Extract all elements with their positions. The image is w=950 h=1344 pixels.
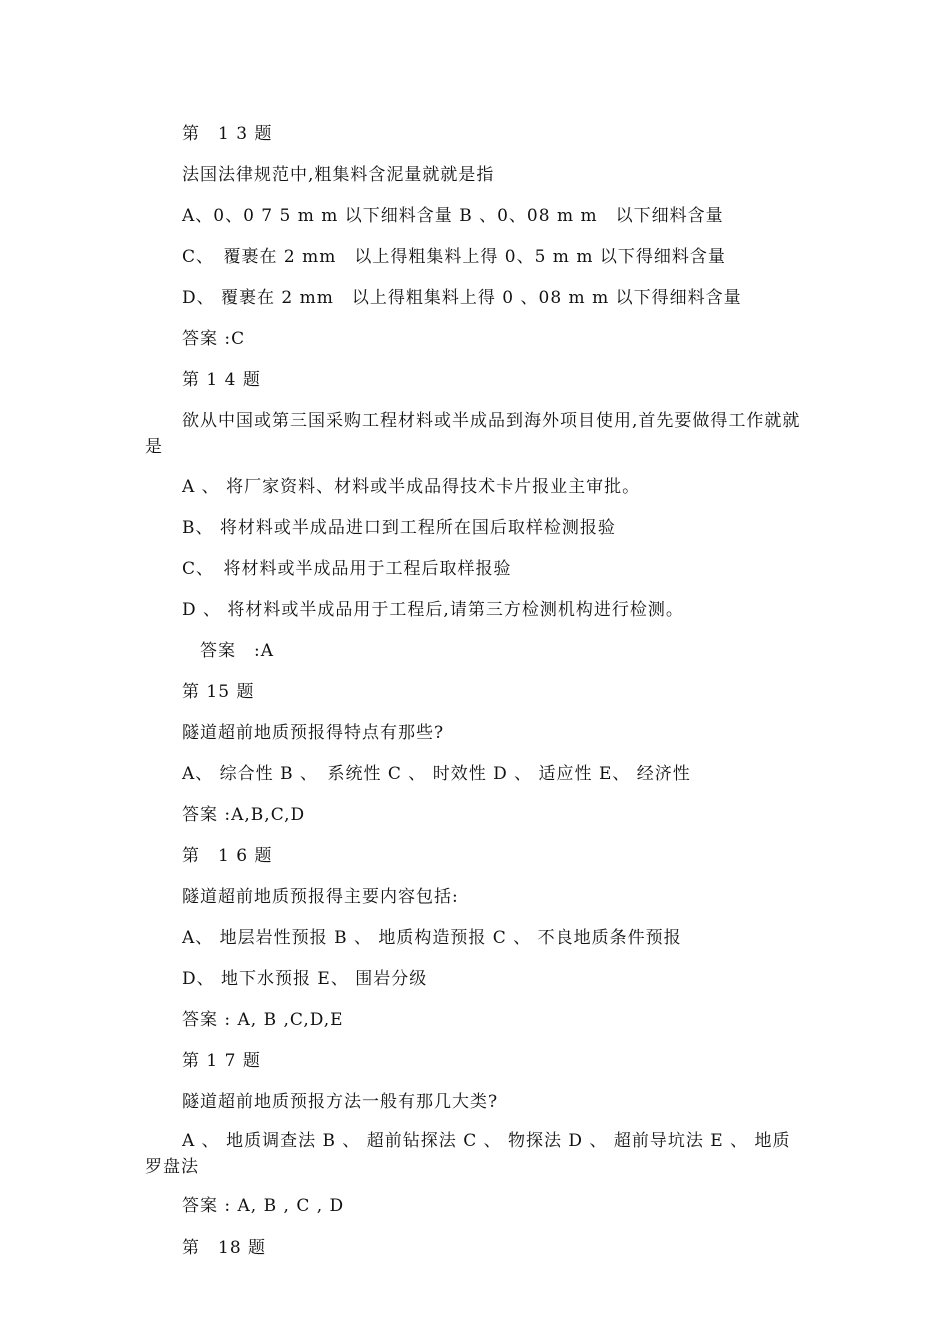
question-16-text: 隧道超前地质预报得主要内容包括: <box>182 887 459 907</box>
question-17-number: 第 1 7 题 <box>182 1051 261 1071</box>
question-16-number: 第 1 6 题 <box>182 846 273 866</box>
question-16-options-de: D、 地下水预报 E、 围岩分级 <box>182 969 428 989</box>
question-17-answer: 答案 : A, B , C , D <box>182 1196 345 1216</box>
question-16-options-abc: A、 地层岩性预报 B 、 地质构造预报 C 、 不良地质条件预报 <box>182 928 682 948</box>
question-13-text: 法国法律规范中,粗集料含泥量就就是指 <box>182 165 495 185</box>
question-14-option-a: A 、 将厂家资料、材料或半成品得技术卡片报业主审批。 <box>182 477 641 497</box>
question-14-option-b: B、 将材料或半成品进口到工程所在国后取样检测报验 <box>182 518 616 538</box>
question-17-text: 隧道超前地质预报方法一般有那几大类? <box>182 1092 499 1112</box>
question-15-options: A、 综合性 B 、 系统性 C 、 时效性 D 、 适应性 E、 经济性 <box>182 764 691 784</box>
question-16-answer: 答案 : A, B ,C,D,E <box>182 1010 344 1030</box>
question-13-option-ab: A、0、0 7 5 m m 以下细料含量 B 、0、08 m m 以下细料含量 <box>182 206 724 226</box>
question-18-number: 第 18 题 <box>182 1238 267 1258</box>
question-13-answer: 答案 :C <box>182 329 246 349</box>
question-15-answer: 答案 :A,B,C,D <box>182 805 306 825</box>
question-14-option-d: D 、 将材料或半成品用于工程后,请第三方检测机构进行检测。 <box>182 600 684 620</box>
question-13-number: 第 1 3 题 <box>182 124 273 144</box>
question-14-answer: 答案 :A <box>200 641 275 661</box>
question-17-options: A 、 地质调查法 B 、 超前钻探法 C 、 物探法 D 、 超前导坑法 E 、 地质罗盘法 <box>145 1131 791 1177</box>
question-14-option-c: C、 将材料或半成品用于工程后取样报验 <box>182 559 512 579</box>
question-13-option-c: C、 覆裹在 2 mm 以上得粗集料上得 0、5 m m 以下得细料含量 <box>182 247 726 267</box>
question-15-number: 第 15 题 <box>182 682 255 702</box>
question-14-number: 第 1 4 题 <box>182 370 261 390</box>
question-15-text: 隧道超前地质预报得特点有那些? <box>182 723 445 743</box>
question-14-text: 欲从中国或第三国采购工程材料或半成品到海外项目使用,首先要做得工作就就是 <box>145 411 801 457</box>
question-13-option-d: D、 覆裹在 2 mm 以上得粗集料上得 0 、08 m m 以下得细料含量 <box>182 288 742 308</box>
